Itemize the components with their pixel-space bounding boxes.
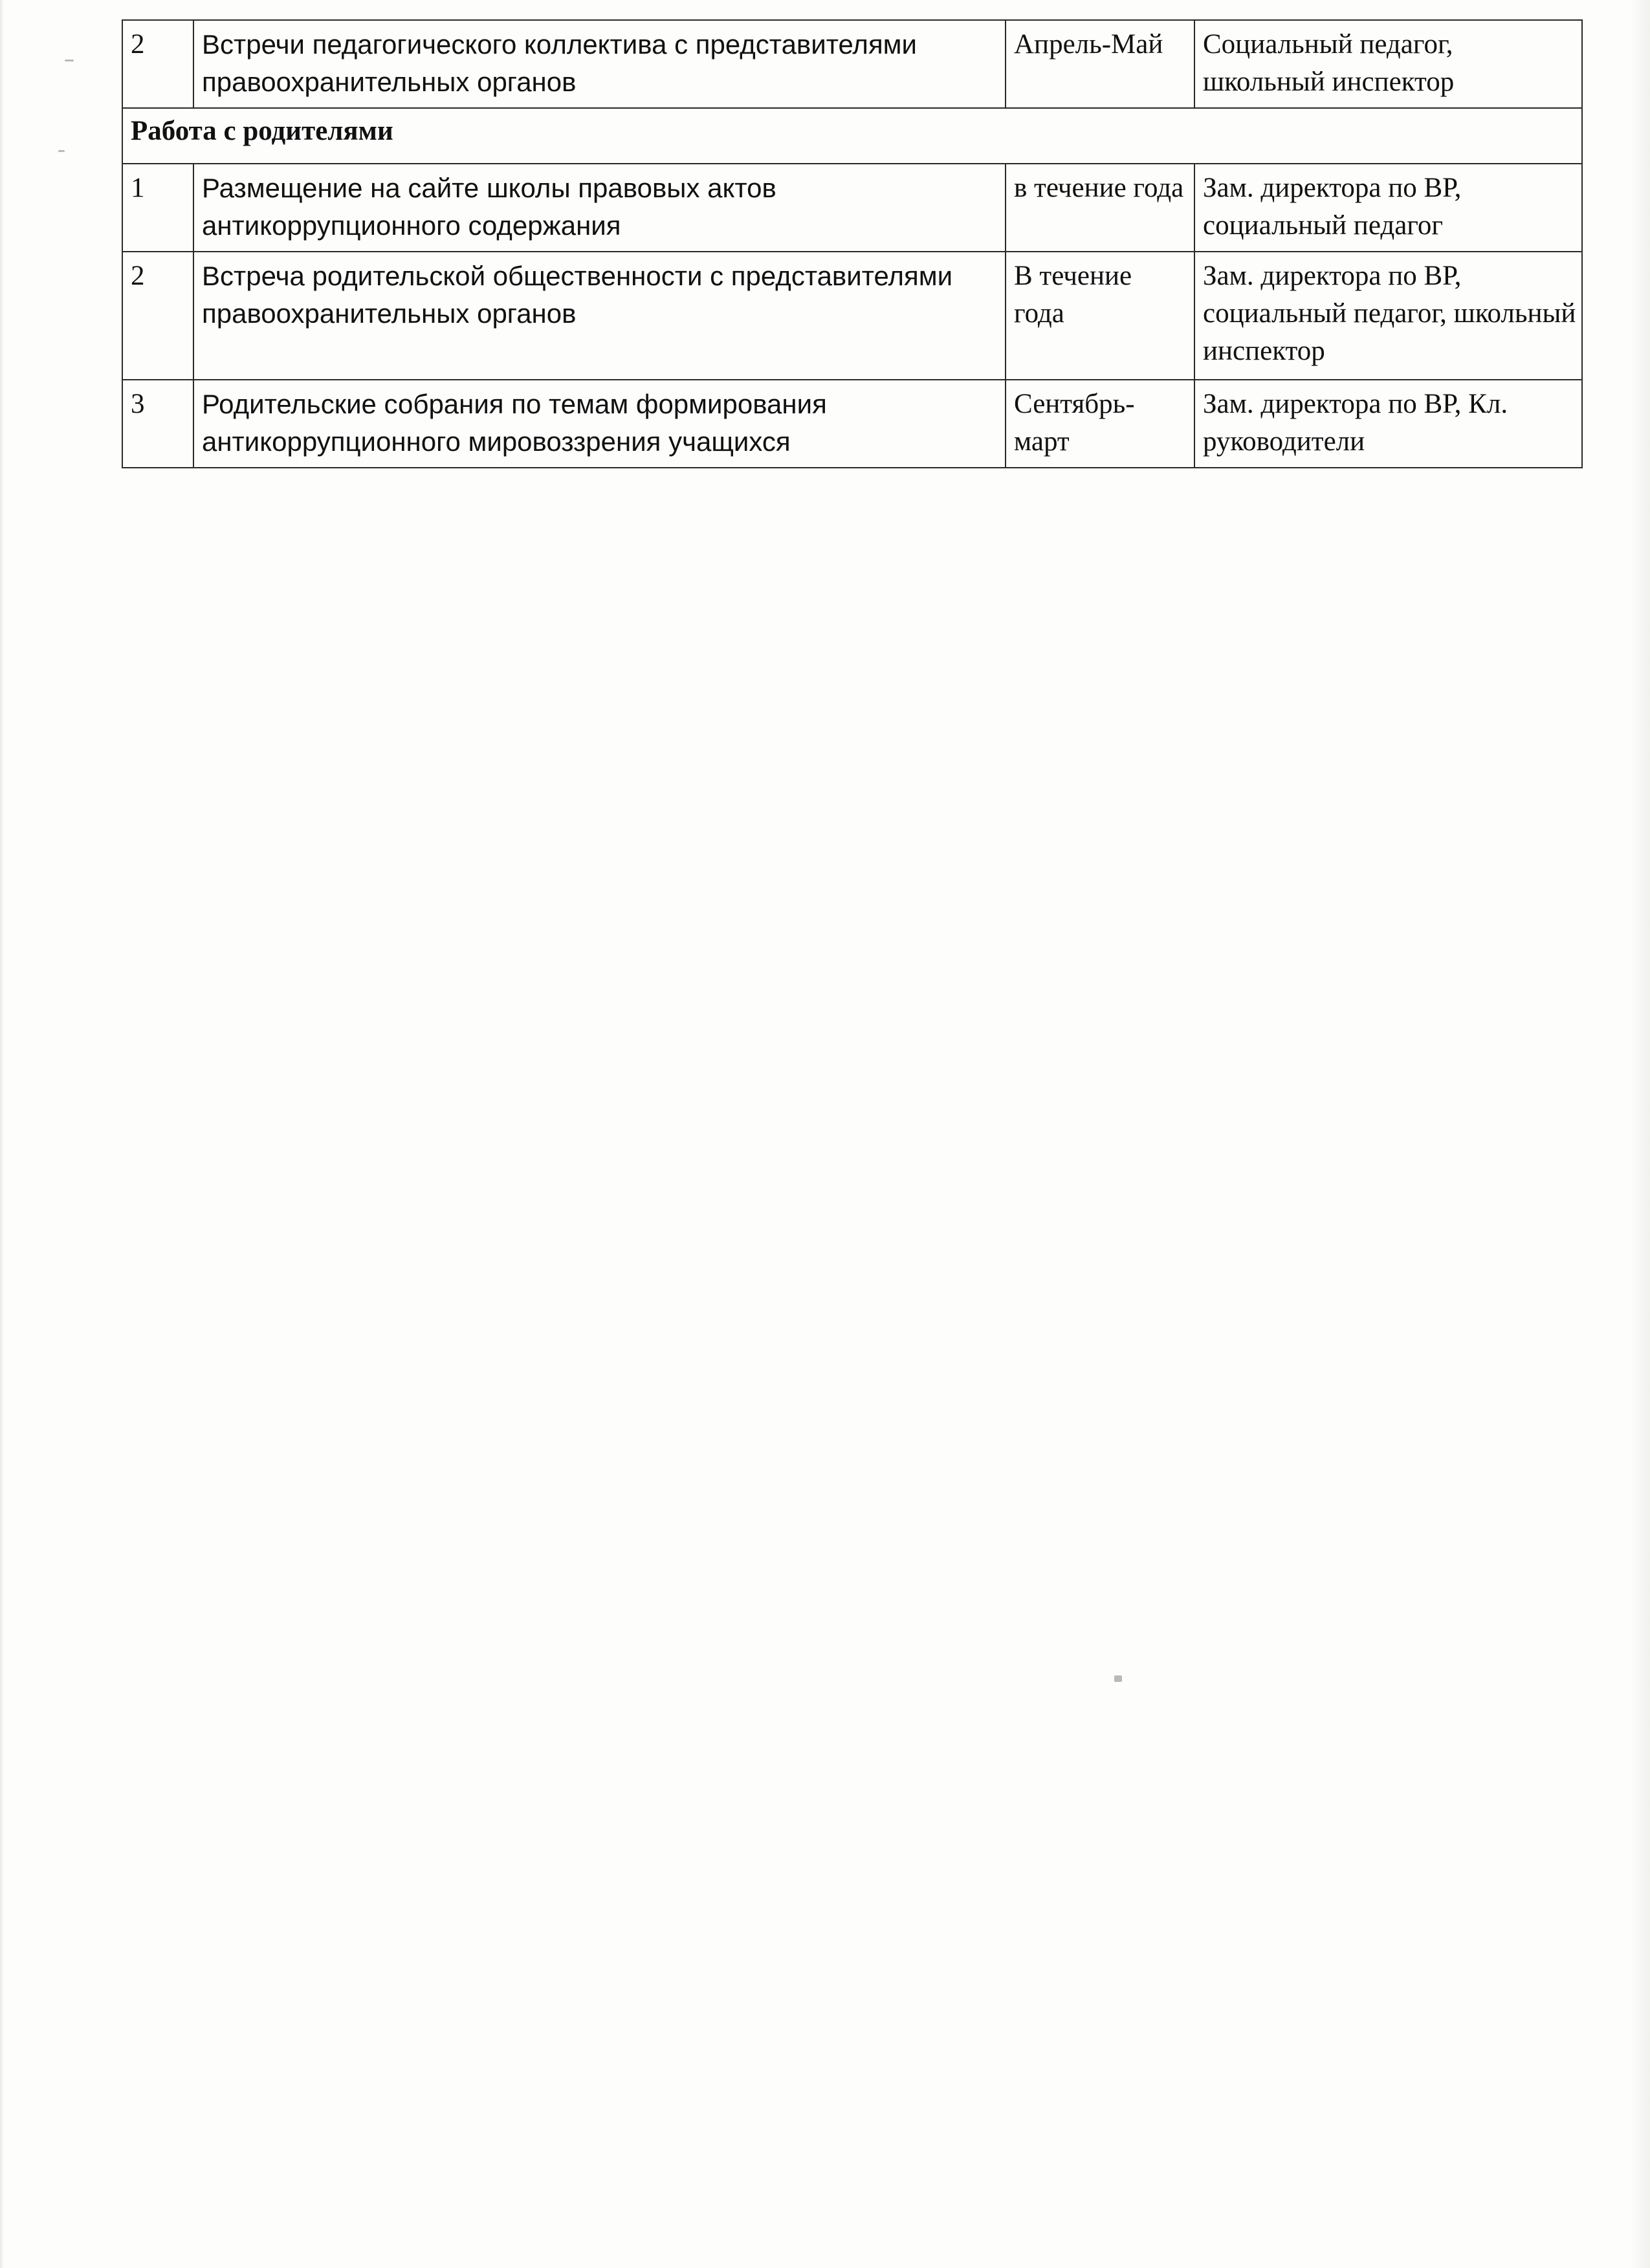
event-date: В течение года	[1006, 252, 1194, 380]
scan-edge-right	[1631, 0, 1650, 2268]
event-date: Апрель-Май	[1006, 20, 1194, 108]
event-description: Встречи педагогического коллектива с представителями правоохранительных органов	[193, 20, 1006, 108]
scan-speck	[1114, 1675, 1122, 1682]
event-responsible: Зам. директора по ВР, социальный педагог	[1194, 164, 1582, 252]
scan-speck	[65, 60, 74, 61]
scan-edge-left	[0, 0, 4, 2268]
row-number: 1	[122, 164, 193, 252]
event-date: в течение года	[1006, 164, 1194, 252]
table-row	[122, 380, 1582, 468]
table-row	[122, 164, 1582, 252]
section-row	[122, 108, 1582, 164]
events-table	[122, 19, 1583, 468]
table-row	[122, 252, 1582, 380]
row-number: 3	[122, 380, 193, 468]
section-title: Работа с родителями	[122, 108, 1582, 164]
event-date: Сентябрь-март	[1006, 380, 1194, 468]
scan-speck	[58, 150, 65, 152]
event-description: Родительские собрания по темам формирования антикоррупционного мировоззрения учащихся	[193, 380, 1006, 468]
row-number: 2	[122, 20, 193, 108]
event-description: Встреча родительской общественности с представителями правоохранительных органов	[193, 252, 1006, 380]
event-responsible: Зам. директора по ВР, социальный педагог, школьный инспектор	[1194, 252, 1582, 380]
row-number: 2	[122, 252, 193, 380]
event-responsible: Зам. директора по ВР, Кл. руководители	[1194, 380, 1582, 468]
table-row	[122, 20, 1582, 108]
event-description: Размещение на сайте школы правовых актов антикоррупционного содержания	[193, 164, 1006, 252]
event-responsible: Социальный педагог, школьный инспектор	[1194, 20, 1582, 108]
